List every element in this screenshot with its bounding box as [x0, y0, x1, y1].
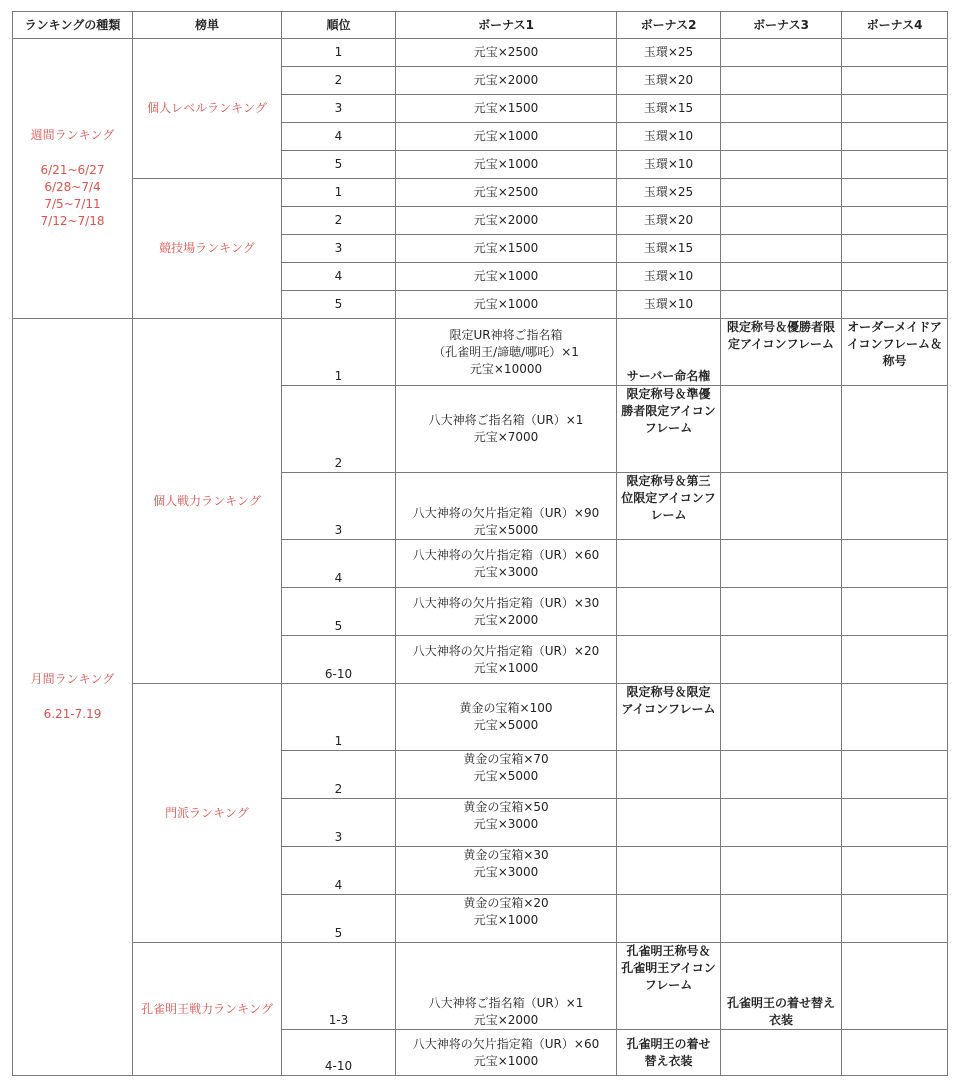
bonus1-cell: 元宝×1000 [396, 263, 617, 291]
table-row [13, 684, 948, 751]
bonus2-cell: 玉環×10 [617, 263, 721, 291]
bonus1-cell: 黄金の宝箱×50 元宝×3000 [396, 799, 617, 847]
bonus2-cell: サーバー命名権 [617, 319, 721, 386]
bonus4-cell [842, 151, 948, 179]
table-row [13, 319, 948, 386]
rank-cell: 2 [282, 386, 396, 473]
bonus3-cell [721, 588, 842, 636]
board-kongming-power: 孔雀明王戦力ランキング [133, 943, 282, 1076]
bonus1-cell: 八大神将の欠片指定箱（UR）×90 元宝×5000 [396, 473, 617, 540]
bonus4-cell: オーダーメイドアイコンフレーム＆称号 [842, 319, 948, 386]
bonus1-cell: 元宝×1000 [396, 291, 617, 319]
bonus3-cell [721, 636, 842, 684]
bonus3-cell [721, 263, 842, 291]
bonus3-cell [721, 895, 842, 943]
bonus4-cell [842, 39, 948, 67]
table-row [13, 943, 948, 1030]
bonus2-cell: 玉環×15 [617, 235, 721, 263]
rank-cell: 1 [282, 179, 396, 207]
board-personal-level: 個人レベルランキング [133, 39, 282, 179]
monthly-date: 6.21-7.19 [43, 707, 102, 721]
rank-cell: 3 [282, 95, 396, 123]
bonus3-cell [721, 67, 842, 95]
rank-cell: 1 [282, 684, 396, 751]
rank-cell: 4 [282, 847, 396, 895]
rank-cell: 6-10 [282, 636, 396, 684]
rank-cell: 4 [282, 540, 396, 588]
bonus4-cell [842, 386, 948, 473]
bonus3-cell [721, 540, 842, 588]
bonus3-cell [721, 39, 842, 67]
rank-cell: 3 [282, 235, 396, 263]
bonus3-cell: 限定称号＆優勝者限定アイコンフレーム [721, 319, 842, 386]
rank-cell: 1 [282, 39, 396, 67]
rank-cell: 1 [282, 319, 396, 386]
bonus3-cell [721, 684, 842, 751]
bonus1-cell: 元宝×2000 [396, 207, 617, 235]
bonus3-cell [721, 123, 842, 151]
rank-cell: 3 [282, 473, 396, 540]
rank-cell: 4-10 [282, 1030, 396, 1076]
header-bonus-4: ボーナス4 [842, 12, 948, 39]
bonus2-cell [617, 847, 721, 895]
bonus4-cell [842, 263, 948, 291]
bonus2-cell [617, 588, 721, 636]
bonus2-cell: 限定称号＆準優勝者限定アイコンフレーム [617, 386, 721, 473]
table-header-row [13, 12, 948, 39]
bonus4-cell [842, 588, 948, 636]
bonus2-cell: 玉環×20 [617, 207, 721, 235]
bonus1-cell: 黄金の宝箱×70 元宝×5000 [396, 751, 617, 799]
bonus4-cell [842, 95, 948, 123]
bonus3-cell [721, 151, 842, 179]
weekly-date: 7/12~7/18 [40, 214, 105, 228]
bonus4-cell [842, 847, 948, 895]
rank-cell: 1-3 [282, 943, 396, 1030]
bonus3-cell [721, 386, 842, 473]
bonus1-cell: 元宝×1500 [396, 235, 617, 263]
header-rank: 順位 [282, 12, 396, 39]
bonus1-cell: 八大神将の欠片指定箱（UR）×60 元宝×1000 [396, 1030, 617, 1076]
bonus1-cell: 八大神将の欠片指定箱（UR）×20 元宝×1000 [396, 636, 617, 684]
monthly-ranking-cell [13, 319, 133, 1076]
ranking-rewards-table [12, 11, 948, 1076]
weekly-ranking-cell [13, 39, 133, 319]
bonus2-cell: 玉環×25 [617, 39, 721, 67]
weekly-date: 6/28~7/4 [44, 180, 101, 194]
bonus4-cell [842, 207, 948, 235]
rank-cell: 5 [282, 895, 396, 943]
bonus1-cell: 八大神将の欠片指定箱（UR）×30 元宝×2000 [396, 588, 617, 636]
bonus2-cell [617, 636, 721, 684]
bonus3-cell [721, 179, 842, 207]
rank-cell: 2 [282, 67, 396, 95]
bonus3-cell [721, 799, 842, 847]
bonus3-cell [721, 751, 842, 799]
header-board: 榜単 [133, 12, 282, 39]
bonus3-cell [721, 95, 842, 123]
header-bonus-1: ボーナス1 [396, 12, 617, 39]
bonus3-cell [721, 235, 842, 263]
bonus1-cell: 元宝×2000 [396, 67, 617, 95]
bonus4-cell [842, 67, 948, 95]
bonus3-cell: 孔雀明王の着せ替え衣装 [721, 943, 842, 1030]
header-bonus-3: ボーナス3 [721, 12, 842, 39]
header-ranking-type: ランキングの種類 [13, 12, 133, 39]
bonus4-cell [842, 684, 948, 751]
bonus3-cell [721, 847, 842, 895]
bonus2-cell: 孔雀明王の着せ替え衣装 [617, 1030, 721, 1076]
bonus2-cell: 玉環×10 [617, 151, 721, 179]
weekly-date: 7/5~7/11 [44, 197, 101, 211]
bonus1-cell: 元宝×1000 [396, 123, 617, 151]
bonus2-cell: 孔雀明王称号＆孔雀明王アイコンフレーム [617, 943, 721, 1030]
bonus2-cell [617, 895, 721, 943]
bonus4-cell [842, 799, 948, 847]
bonus4-cell [842, 895, 948, 943]
table-row [13, 39, 948, 67]
bonus2-cell: 玉環×15 [617, 95, 721, 123]
bonus2-cell: 限定称号＆第三位限定アイコンフレーム [617, 473, 721, 540]
bonus3-cell [721, 207, 842, 235]
rank-cell: 2 [282, 751, 396, 799]
bonus1-cell: 八大神将ご指名箱（UR）×1 元宝×2000 [396, 943, 617, 1030]
rank-cell: 5 [282, 588, 396, 636]
table-row [13, 179, 948, 207]
bonus4-cell [842, 179, 948, 207]
weekly-title: 週間ランキング [30, 128, 115, 142]
header-bonus-2: ボーナス2 [617, 12, 721, 39]
bonus2-cell: 玉環×10 [617, 291, 721, 319]
bonus1-cell: 八大神将の欠片指定箱（UR）×60 元宝×3000 [396, 540, 617, 588]
bonus3-cell [721, 1030, 842, 1076]
bonus1-cell: 元宝×2500 [396, 179, 617, 207]
rank-cell: 5 [282, 291, 396, 319]
bonus1-cell: 元宝×2500 [396, 39, 617, 67]
bonus4-cell [842, 291, 948, 319]
bonus1-cell: 黄金の宝箱×30 元宝×3000 [396, 847, 617, 895]
bonus1-cell: 限定UR神将ご指名箱 （孔雀明王/諦聴/哪吒）×1 元宝×10000 [396, 319, 617, 386]
board-guild: 門派ランキング [133, 684, 282, 943]
bonus4-cell [842, 123, 948, 151]
bonus1-cell: 八大神将ご指名箱（UR）×1 元宝×7000 [396, 386, 617, 473]
bonus1-cell: 黄金の宝箱×20 元宝×1000 [396, 895, 617, 943]
bonus4-cell [842, 473, 948, 540]
bonus4-cell [842, 1030, 948, 1076]
bonus2-cell [617, 751, 721, 799]
weekly-date: 6/21~6/27 [40, 163, 105, 177]
board-arena: 競技場ランキング [133, 179, 282, 319]
bonus2-cell: 玉環×20 [617, 67, 721, 95]
bonus4-cell [842, 636, 948, 684]
rank-cell: 3 [282, 799, 396, 847]
bonus2-cell: 玉環×25 [617, 179, 721, 207]
rank-cell: 2 [282, 207, 396, 235]
bonus2-cell [617, 799, 721, 847]
rank-cell: 4 [282, 123, 396, 151]
bonus3-cell [721, 473, 842, 540]
bonus1-cell: 黄金の宝箱×100 元宝×5000 [396, 684, 617, 751]
board-personal-power: 個人戦力ランキング [133, 319, 282, 684]
bonus1-cell: 元宝×1500 [396, 95, 617, 123]
bonus3-cell [721, 291, 842, 319]
monthly-title: 月間ランキング [30, 672, 115, 686]
bonus4-cell [842, 540, 948, 588]
rank-cell: 5 [282, 151, 396, 179]
bonus2-cell: 限定称号＆限定アイコンフレーム [617, 684, 721, 751]
bonus2-cell: 玉環×10 [617, 123, 721, 151]
bonus4-cell [842, 235, 948, 263]
bonus2-cell [617, 540, 721, 588]
bonus4-cell [842, 751, 948, 799]
rank-cell: 4 [282, 263, 396, 291]
bonus4-cell [842, 943, 948, 1030]
bonus1-cell: 元宝×1000 [396, 151, 617, 179]
